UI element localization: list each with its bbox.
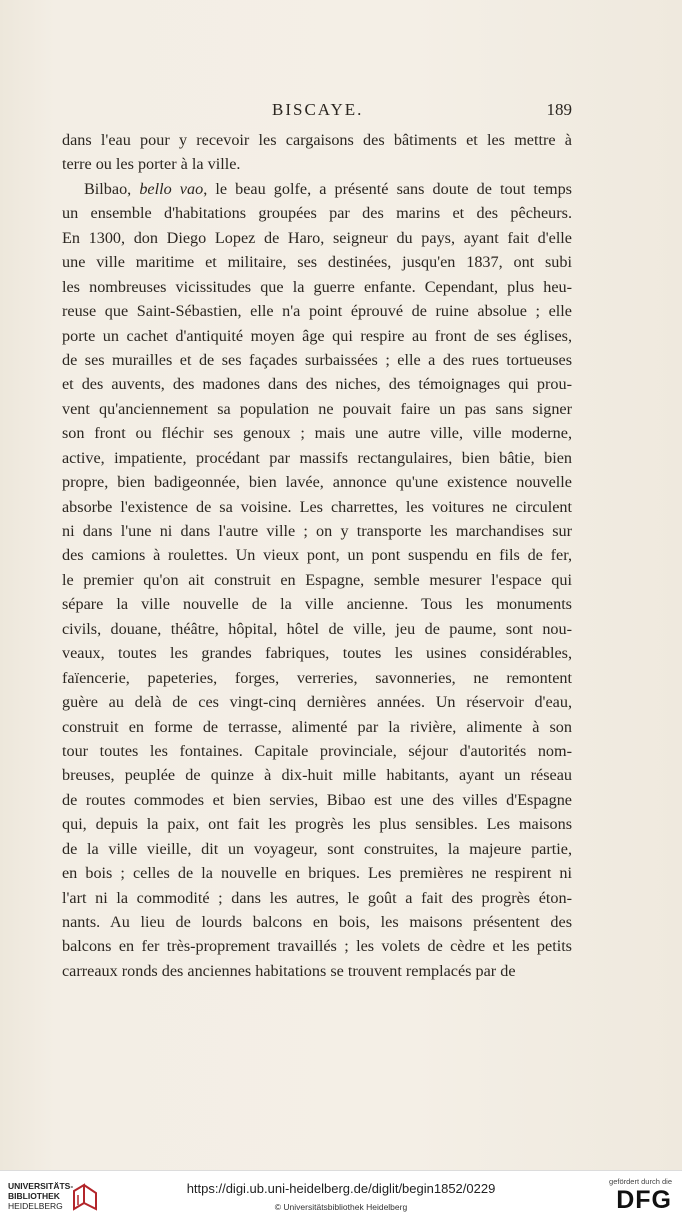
text-line: qui, depuis la paix, ont fait les progrès les plus sensibles. Les maisons	[62, 815, 572, 834]
text-line: Bilbao, bello vao, le beau golfe, a présenté sans doute de tout temps	[84, 179, 572, 198]
body-text	[62, 128, 572, 983]
library-name: UNIVERSITÄTS- BIBLIOTHEK HEIDELBERG	[8, 1181, 74, 1211]
text-line: veaux, toutes les grandes fabriques, toutes les usines considérables,	[62, 644, 572, 663]
text-line: reuse que Saint-Sébastien, elle n'a point éprouvé de ruine absolue ; elle	[62, 302, 572, 321]
footer-bar	[0, 1170, 682, 1220]
text-line: sépare la ville nouvelle de la ville ancienne. Tous les monuments	[62, 595, 572, 614]
text-line: porte un cachet d'antiquité moyen âge qui respire au front de ses églises,	[62, 326, 572, 345]
text-line: tour toutes les fontaines. Capitale provinciale, séjour d'autorités nom-	[62, 741, 572, 760]
text-line: En 1300, don Diego Lopez de Haro, seigneur du pays, ayant fait d'elle	[62, 228, 572, 247]
dfg-funder-logo[interactable]	[602, 1177, 672, 1217]
text-line: les nombreuses vicissitudes que la guerre enfante. Cependant, plus heu-	[62, 277, 572, 296]
text-line: le premier qu'on ait construit en Espagne, semble mesurer l'espace qui	[62, 570, 572, 589]
text-line: de la ville vieille, dit un voyageur, sont construites, la majeure partie,	[62, 839, 572, 858]
text-line: faïencerie, papeteries, forges, verreries, savonneries, ne remontent	[62, 668, 572, 687]
text-line: civils, douane, théâtre, hôpital, hôtel de ville, jeu de paume, sont nou-	[62, 619, 572, 638]
text-line: une ville maritime et militaire, ses destinées, jusqu'en 1837, ont subi	[62, 253, 572, 272]
text-line: l'art ni la commodité ; dans les autres, le goût a fait des progrès éton-	[62, 888, 572, 907]
text-line: en bois ; celles de la nouvelle en briques. Les premières ne respirent ni	[62, 864, 572, 883]
text-line: balcons en fer très-proprement travaillés ; les volets de cèdre et les petits	[62, 937, 572, 956]
text-line: dans l'eau pour y recevoir les cargaisons des bâtiments et les mettre à	[62, 131, 572, 149]
text-line: active, impatiente, procédant par massifs rectangulaires, bien bâtie, bien	[62, 448, 572, 467]
permalink-url[interactable]: https://digi.ub.uni-heidelberg.de/diglit/begin1852/0229	[186, 1181, 496, 1196]
dfg-logo-text: DFG	[616, 1186, 672, 1214]
text-line: un ensemble d'habitations groupées par des marins et des pêcheurs.	[62, 204, 572, 223]
text-line: de ses murailles et de ses façades surbaissées ; elle a des rues tortueuses	[62, 350, 572, 369]
running-title: BISCAYE.	[272, 100, 364, 119]
text-line: vent qu'anciennement sa population ne pouvait faire un pas sans signer	[62, 399, 572, 418]
text-line: breuses, peuplée de quinze à dix-huit mille habitants, ayant un réseau	[62, 766, 572, 785]
running-head	[62, 100, 572, 124]
text-line: carreaux ronds des anciennes habitations se trouvent remplacés par de	[62, 961, 516, 980]
text-line: ni dans l'une ni dans l'autre ville ; on y transporte les marchandises sur	[62, 522, 572, 540]
text-line: propre, bien badigeonnée, bien lavée, annonce qu'une existence nouvelle	[62, 473, 572, 492]
text-line: son front ou fléchir ses genoux ; mais une autre ville, ville moderne,	[62, 424, 572, 443]
text-line: absorbe l'existence de sa voisine. Les charrettes, les voitures ne circulent	[62, 497, 572, 516]
text-line: des camions à roulettes. Un vieux pont, un pont suspendu en fils de fer,	[62, 546, 572, 565]
text-line: construit en forme de terrasse, alimenté par la rivière, alimente à son	[62, 717, 572, 736]
copyright-notice: © Universitätsbibliothek Heidelberg	[274, 1202, 408, 1212]
text-line: terre ou les porter à la ville.	[62, 155, 241, 174]
text-line: et des auvents, des madones dans des niches, des témoignages qui prou-	[62, 375, 572, 394]
italic-phrase: bello vao	[139, 179, 204, 198]
text-line: guère au delà de ces vingt-cinq dernières années. Un réservoir d'eau,	[62, 693, 572, 712]
text-line: nants. Au lieu de lourds balcons en bois, les maisons présentent des	[62, 913, 572, 931]
text-line: de routes commodes et bien servies, Bibao est une des villes d'Espagne	[62, 790, 572, 809]
funder-caption: gefördert durch die	[609, 1177, 672, 1186]
page-number: 189	[546, 100, 572, 119]
